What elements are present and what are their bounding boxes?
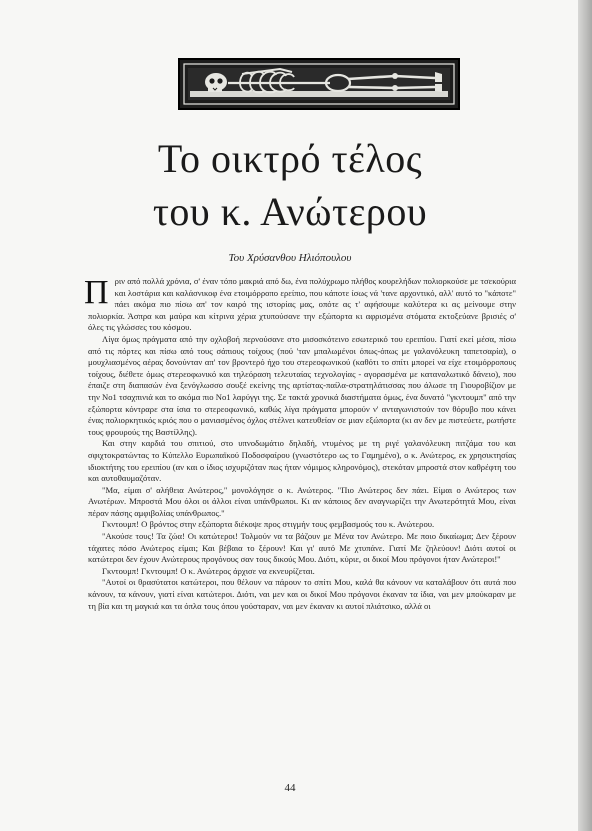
paragraph-1-text: ριν από πολλά χρόνια, σ' έναν τόπο μακριά από δω, ένα πολύχρωμο πλήθος κουρελήδων πολιορκούσε με τσεκούρια και λοστάρια και καλάσνικοφ ένα ετοιμόρροπο ερείπιο, που κάποτε ίσως νά 'τανε αρχοντικό, αλλ' αυτό το "κάποτε" πάει ακόμα πιο πίσω απ' τον καιρό της ιστορίας μας, οπότε ας τ' αφήσουμε καλύτερα κι ας μείνουμε στην πολιορκία. Άσπρα και μαύρα και κίτρινα χέρια χτυπούσανε την εξώπορτα κι αφρισμένα στόματα εκτοξεύανε βρισιές σ' όλες τις γλώσσες του κόσμου. [88,276,516,333]
paragraph-8: "Αυτοί οι θρασύτατοι κατώτεροι, που θέλουν να πάρουν το σπίτι Μου, καλά θα κάνουν να καταλάβουν ότι αυτά που κάνουν, τα κάνουν, γιατί είναι κατώτεροι. Διότι, ναι μεν και οι δικοί Μου πρόγονοι έκαναν τα ίδια, ναι μεν μπούκαραν με τη βία και τη μαγκιά και τα όπλα τους όπου γούσταραν, ναι μεν έκαναν κι αυτοί πλιάτσικο, αλλά οι [88,577,516,611]
drop-cap: Π [84,274,109,311]
article-title-line-1: Το οικτρό τέλος [157,136,423,181]
article-body [84,274,516,612]
skeleton-woodcut-banner [178,58,460,110]
paragraph-7: Γκντουμπ! Γκντουμπ! Ο κ. Ανώτερος άρχισε να εκνευρίζεται. [102,565,315,576]
paragraph-2: Λίγα όμως πράγματα από την οχλοβοή περνούσανε στο μισοσκότεινο εσωτερικό του ερειπίου. Γιατί εκεί μέσα, πίσω από τις πόρτες και πίσω από τους σάπιους τοίχους (πού 'ταν μπαλωμένοι όπως-όπως με γαλανόλευκη ταπετσαρία), ο μουχλιασμένος αέρας δονούνταν απ' τον βροντερό ήχο του στερεοφωνικού (καθότι το σπίτι μπορεί να είχε ετοιμόρροπους τοίχους, διέθετε όμως στερεοφωνικό και τηλεόραση τελευταίας τεχνολογίας - αγορασμένα με καταναλωτικό δάνειο), που έπαιζε στη διαπασών ένα ξενόγλωσσο σουξέ εκείνης της αρτίστας-παίλα-στρατηλάτισσας που άλωσε τη Γιουροβίζιον με την Νο1 τσαχπινιά και το ακόμα πιο Νο1 λαρύγγι της. Σε τακτά χρονικά διαστήματα όμως, ένα δυνατό "γκντουμπ" από την εξώπορτα κόντραρε στα ίσια το στερεοφωνικό, καθώς λίγα πράγματα μπορούν ν' ανταγωνιστούν τον θόρυβο που κάνει ένας πολιορκητικός κριός που ο μανιασμένος όχλος στέλνει κατευθείαν σε μιαν εξώπορτα (κι αν δεν με πιστεύετε, ρωτήστε τους φρουρούς της Βαστίλλης). [88,333,516,437]
paragraph-3: Και στην καρδιά του σπιτιού, στο υπνοδωμάτιο δηλαδή, ντυμένος με τη ριγέ γαλανόλευκη πιτζάμα του και σφιχτοκρατώντας το Κύπελλο Ευρωπαϊκού Ποδοσφαίρου (γνωστότερο ως το Γαμημένο), ο κ. Ανώτερος, εκ χρησικτησίας ιδιοκτήτης του ερειπίου (αν και ο ίδιος ισχυριζόταν πως ήταν νόμιμος κληρονόμος), στεκόταν μπροστά στον καθρέφτη του και αυτοθαυμαζόταν. [88,438,516,484]
byline: Του Χρύσανθου Ηλιόπουλου [228,252,352,264]
paragraph-5: Γκντουμπ! Ο βρόντος στην εξώπορτα διέκοψε προς στιγμήν τους φεμβασμούς του κ. Ανώτερου. [102,519,435,530]
page-edge-shadow [578,0,592,831]
paragraph-1 [84,274,516,334]
paragraph-6: "Ακούσε τους! Τα ζώα! Οι κατώτεροι! Τολμούν να τα βάζουν με Μένα τον Ανώτερο. Με ποιο δικαίωμα; Δεν ξέρουν τάχατες πόσο Ανώτερος είμαι; Και βέβαια το ξέρουν! Και γι' αυτό Με χτυπάνε. Γιατί Με ζηλεύουν! Διότι αυτοί οι κατώτεροι δεν έχουν Ανώτερους προγόνους σαν τους δικούς Μου. Διότι, κύριε, οι δικοί Μου πρόγονοι ήταν Ανώτεροι!" [88,531,516,565]
page-number: 44 [284,782,296,794]
paragraph-4: "Μα, είμαι σ' αλήθεια Ανώτερος," μονολόγησε ο κ. Ανώτερος. "Πιο Ανώτερος δεν πάει. Είμαι ο Ανώτερος των Ανωτέρων. Μπροστά Μου όλοι οι άλλοι είναι υπάνθρωποι. Κι αν κάποιος δεν αναγνωρίζει την Ανωτερότητά Μου, είναι πέραν πάσης αμφιβολίας υπάνθρωπος." [88,484,516,518]
article-title-line-2: του κ. Ανώτερου [152,189,428,234]
skeleton-woodcut-icon [180,60,458,108]
